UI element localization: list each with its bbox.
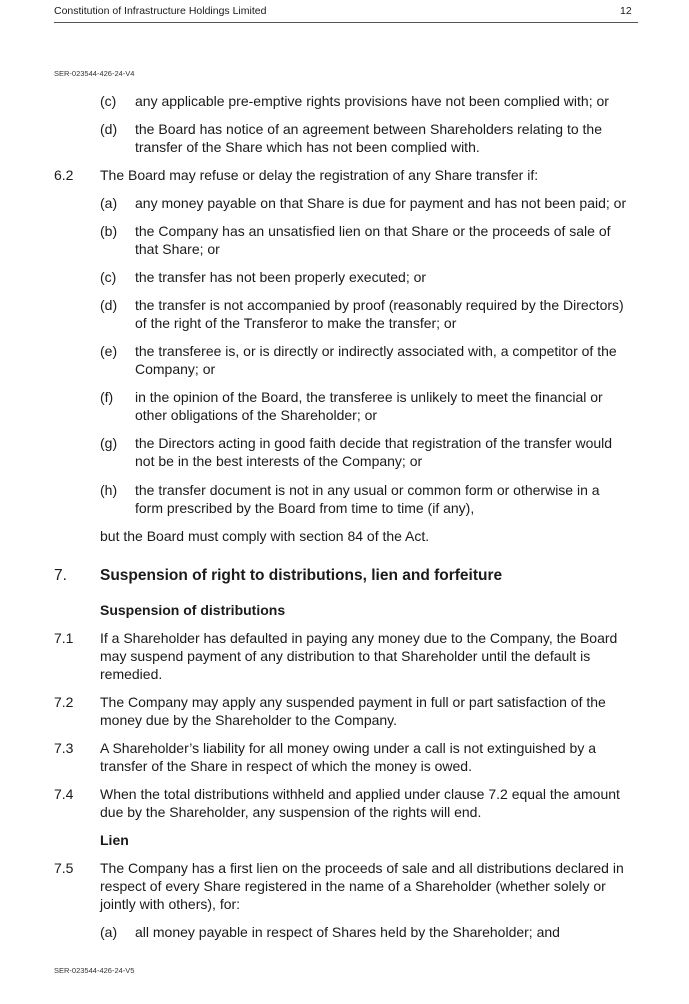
item-d-top-label: (d) <box>100 121 118 137</box>
item-d-text: the transfer is not accompanied by proof (reasonably required by the Directors) of the right of the Transferor to make the transfer; or <box>135 297 624 331</box>
item-c-top-label: (c) <box>100 93 117 109</box>
item-g-text: the Directors acting in good faith decide that registration of the transfer would not be in the best interests of the Company; or <box>135 435 613 469</box>
section-7-title: Suspension of right to distributions, lien and forfeiture <box>100 567 503 584</box>
clause-7-1-number: 7.1 <box>54 630 74 646</box>
clause-7-2-number: 7.2 <box>54 694 74 710</box>
section-7-number: 7. <box>54 567 67 584</box>
header-title: Constitution of Infrastructure Holdings Limited <box>54 5 267 17</box>
item-a-lien-text: all money payable in respect of Shares held by the Shareholder; and <box>135 924 560 940</box>
doc-ref-bottom: SER-023544-426-24-V5 <box>54 966 135 975</box>
clause-7-5-number: 7.5 <box>54 860 74 876</box>
item-a-lien-label: (a) <box>100 924 118 940</box>
subheading-lien: Lien <box>100 832 129 848</box>
page-header <box>0 0 689 24</box>
clause-7-1-text: If a Shareholder has defaulted in paying any money due to the Company, the Board may suspend payment of any distribution to that Shareholder until the default is remedied. <box>100 630 618 682</box>
item-c-label: (c) <box>100 269 117 285</box>
item-f-label: (f) <box>100 389 114 405</box>
clause-7-4-text: When the total distributions withheld and applied under clause 7.2 equal the amount due by the Shareholder, any suspension of the rights will end. <box>100 786 620 820</box>
clause-7-3-number: 7.3 <box>54 740 74 756</box>
page-number: 12 <box>620 5 632 17</box>
item-c-top-text: any applicable pre-emptive rights provisions have not been complied with; or <box>135 93 609 109</box>
item-c-text: the transfer has not been properly executed; or <box>135 269 427 285</box>
item-e-label: (e) <box>100 343 118 359</box>
item-b-label: (b) <box>100 223 118 239</box>
item-d-label: (d) <box>100 297 118 313</box>
clause-7-2-text: The Company may apply any suspended payment in full or part satisfaction of the money due by the Shareholder to the Company. <box>100 694 606 728</box>
item-g-label: (g) <box>100 435 118 451</box>
clause-7-5-text: The Company has a first lien on the proceeds of sale and all distributions declared in respect of every Share registered in the name of a Shareholder (whether solely or jointly with others), for: <box>100 860 624 912</box>
item-a-label: (a) <box>100 195 118 211</box>
item-h-text: the transfer document is not in any usual or common form or otherwise in a form prescribed by the Board from time to time (if any), <box>135 482 600 516</box>
clause-6-2-number: 6.2 <box>54 167 74 183</box>
item-d-top-text: the Board has notice of an agreement between Shareholders relating to the transfer of the Share which has not been complied with. <box>135 121 602 155</box>
doc-ref-top: SER-023544-426-24-V4 <box>54 69 135 78</box>
clause-7-4-number: 7.4 <box>54 786 74 802</box>
item-f-text: in the opinion of the Board, the transferee is unlikely to meet the financial or other obligations of the Shareholder; or <box>135 389 603 423</box>
header-rule <box>54 22 638 23</box>
item-h-label: (h) <box>100 482 118 498</box>
clause-7-3-text: A Shareholder’s liability for all money owing under a call is not extinguished by a transfer of the Share in respect of which the money is owed. <box>100 740 596 774</box>
subheading-distributions: Suspension of distributions <box>100 602 286 618</box>
clause-6-2-text: The Board may refuse or delay the registration of any Share transfer if: <box>100 167 539 183</box>
item-b-text: the Company has an unsatisfied lien on that Share or the proceeds of sale of that Share; or <box>135 223 611 257</box>
item-a-text: any money payable on that Share is due for payment and has not been paid; or <box>135 195 627 211</box>
clause-6-2-proviso: but the Board must comply with section 84 of the Act. <box>100 528 430 544</box>
item-e-text: the transferee is, or is directly or indirectly associated with, a competitor of the Company; or <box>135 343 617 377</box>
